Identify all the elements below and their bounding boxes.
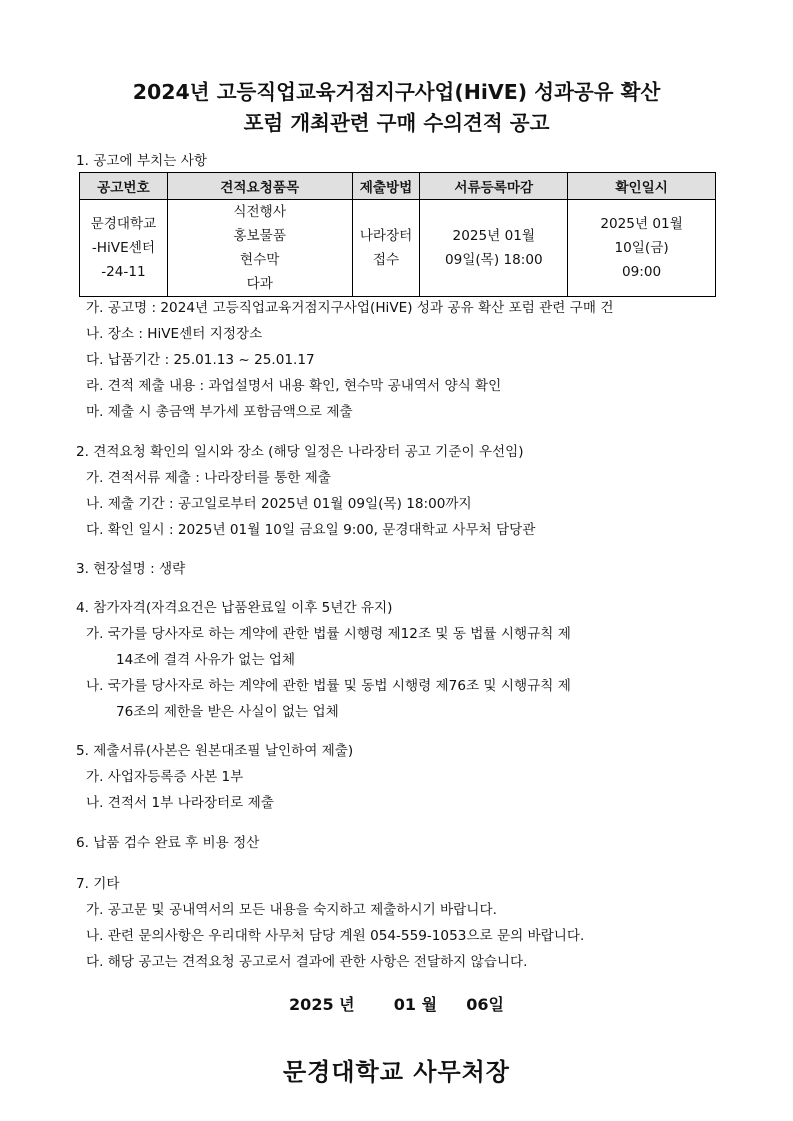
section6-heading: 6. 납품 검수 완료 후 비용 정산	[76, 835, 260, 851]
cell-method	[352, 200, 420, 297]
section1-item-name: 가. 공고명 : 2024년 고등직업교육거점지구사업(HiVE) 성과 공유 확산 포럼 관련 구매 건	[86, 300, 614, 316]
section4-item1-cont: 14조에 결격 사유가 없는 업체	[116, 652, 296, 668]
item-line: 홍보물품	[233, 228, 286, 244]
section2-item: 가. 견적서류 제출 : 나라장터를 통한 제출	[86, 470, 331, 486]
cell-confirm	[568, 200, 716, 297]
method-line: 나라장터	[359, 228, 413, 244]
cell-notice-no	[80, 200, 168, 297]
cell-items	[167, 200, 352, 297]
header-method: 제출방법	[352, 173, 420, 200]
section7-item: 가. 공고문 및 공내역서의 모든 내용을 숙지하고 제출하시기 바랍니다.	[86, 902, 497, 918]
confirm-line: 2025년 01월	[600, 216, 683, 232]
notice-no-line: 문경대학교	[90, 216, 157, 232]
section4-item2-cont: 76조의 제한을 받은 사실이 없는 업체	[116, 704, 339, 720]
item-line: 다과	[246, 276, 273, 292]
section1-item-place: 나. 장소 : HiVE센터 지정장소	[86, 326, 263, 342]
header-deadline: 서류등록마감	[420, 173, 568, 200]
section4-heading: 4. 참가자격(자격요건은 납품완료일 이후 5년간 유지)	[76, 600, 393, 616]
item-line: 식전행사	[233, 204, 286, 220]
deadline-line: 09일(목) 18:00	[444, 252, 543, 268]
section2-item: 다. 확인 일시 : 2025년 01월 10일 금요일 9:00, 문경대학교 사무처 담당관	[86, 522, 536, 538]
document-title-line2: 포럼 개최관련 구매 수의견적 공고	[243, 111, 550, 135]
notice-date	[0, 992, 793, 1015]
header-confirm: 확인일시	[568, 173, 716, 200]
date-day: 06일	[466, 995, 504, 1014]
deadline-line: 2025년 01월	[452, 228, 536, 244]
notice-no-line: -24-11	[101, 264, 146, 280]
header-items: 견적요청품목	[167, 173, 352, 200]
section3-heading: 3. 현장설명 : 생략	[76, 561, 186, 577]
section7-item: 다. 해당 공고는 견적요청 공고로서 결과에 관한 사항은 전달하지 않습니다.	[86, 954, 528, 970]
item-line: 현수막	[239, 252, 280, 268]
section5-heading: 5. 제출서류(사본은 원본대조필 날인하여 제출)	[76, 743, 354, 759]
section7-heading: 7. 기타	[76, 876, 120, 892]
signature: 문경대학교 사무처장	[282, 1058, 510, 1086]
confirm-line: 10일(금)	[614, 240, 669, 256]
section2-heading: 2. 견적요청 확인의 일시와 장소 (해당 일정은 나라장터 공고 기준이 우선임)	[76, 444, 524, 460]
confirm-line: 09:00	[622, 264, 662, 280]
section5-item: 가. 사업자등록증 사본 1부	[86, 769, 244, 785]
notice-no-line: -HiVE센터	[91, 240, 155, 256]
document-title-line1: 2024년 고등직업교육거점지구사업(HiVE) 성과공유 확산	[132, 80, 661, 104]
table-row	[80, 200, 716, 297]
notice-table	[79, 172, 716, 297]
section7-item: 나. 관련 문의사항은 우리대학 사무처 담당 계원 054-559-1053으로 문의 바랍니다.	[86, 928, 585, 944]
section4-item1: 가. 국가를 당사자로 하는 계약에 관한 법률 시행령 제12조 및 동 법률 시행규칙 제	[86, 626, 571, 642]
table-header-row	[80, 173, 716, 200]
header-notice-no: 공고번호	[80, 173, 168, 200]
method-line: 접수	[372, 252, 400, 268]
section4-item2: 나. 국가를 당사자로 하는 계약에 관한 법률 및 동법 시행령 제76조 및 시행규칙 제	[86, 678, 571, 694]
section5-item: 나. 견적서 1부 나라장터로 제출	[86, 795, 274, 811]
date-month: 01 월	[393, 995, 438, 1014]
date-year: 2025 년	[289, 995, 355, 1014]
section1-item-content: 라. 견적 제출 내용 : 과업설명서 내용 확인, 현수막 공내역서 양식 확인	[86, 378, 502, 394]
cell-deadline	[420, 200, 568, 297]
section1-item-period: 다. 납품기간 : 25.01.13 ~ 25.01.17	[86, 352, 315, 368]
section1-item-amount: 마. 제출 시 총금액 부가세 포함금액으로 제출	[86, 404, 353, 420]
section2-item: 나. 제출 기간 : 공고일로부터 2025년 01월 09일(목) 18:00까지	[86, 496, 472, 512]
section1-heading: 1. 공고에 부치는 사항	[76, 153, 207, 169]
